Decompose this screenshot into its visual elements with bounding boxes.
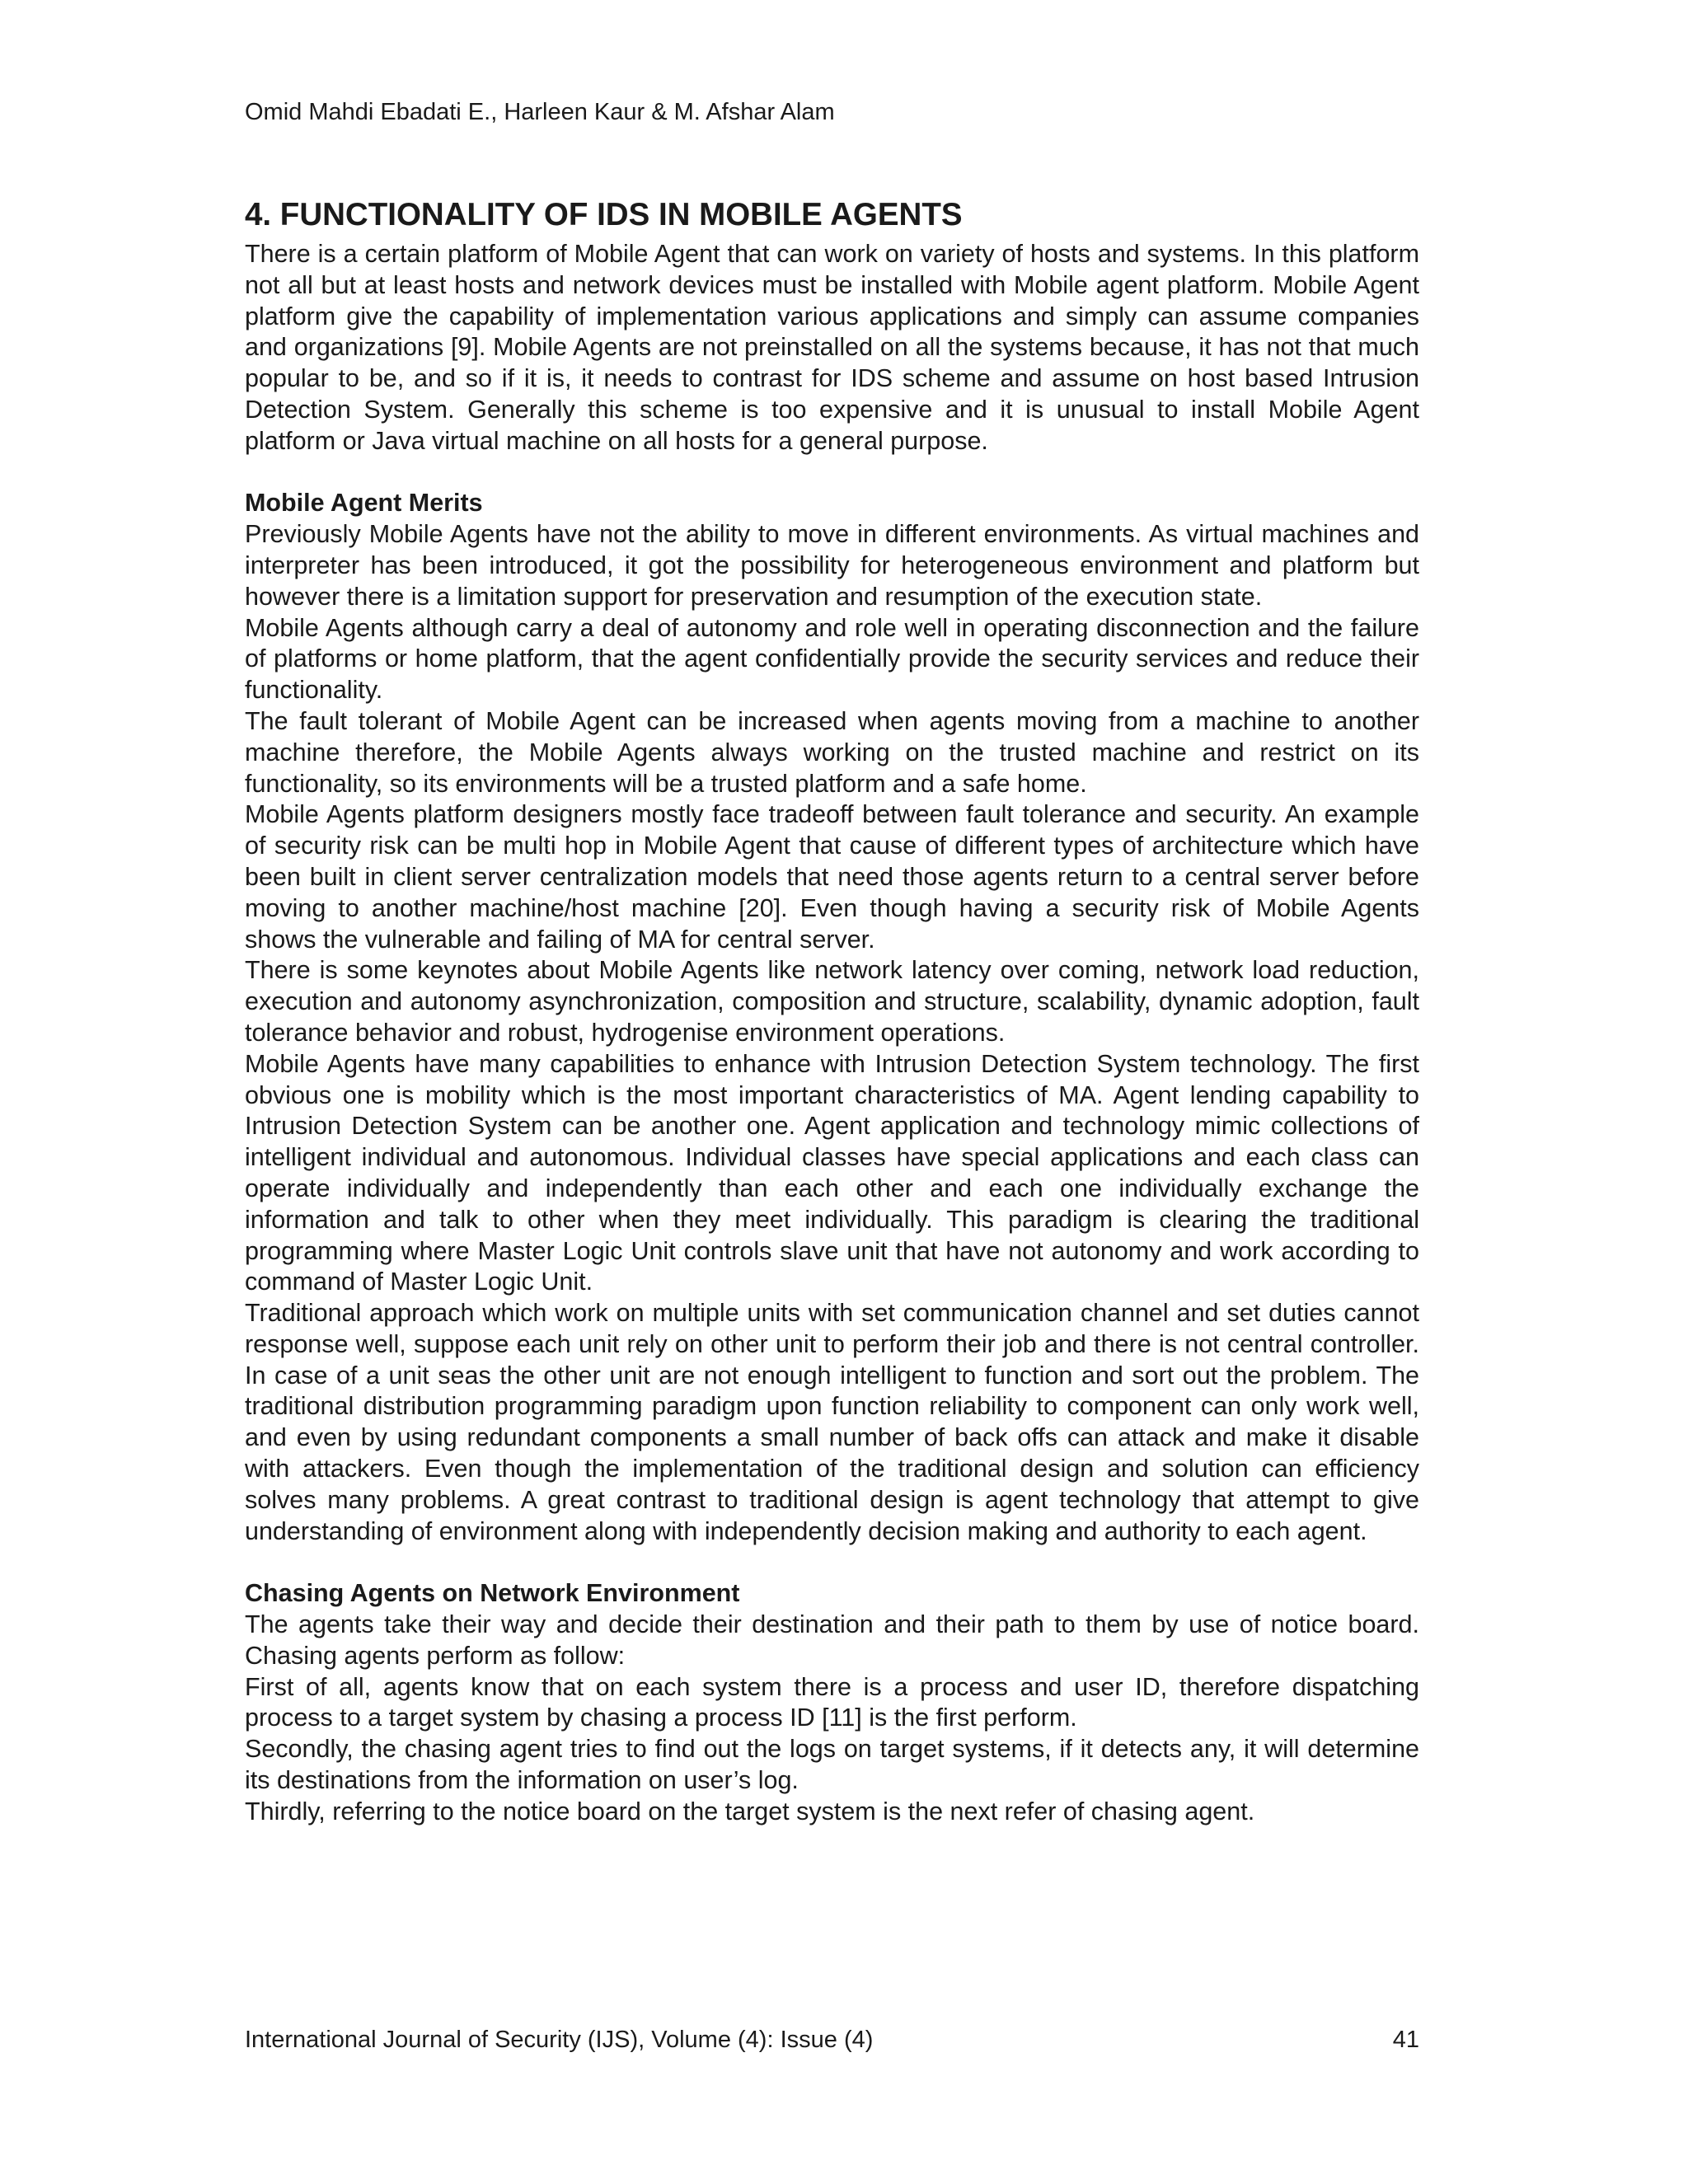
section-paragraph: There is a certain platform of Mobile Agent that can work on variety of hosts and systems. In this platform not all but at least hosts and network devices must be installed with Mobile agent platform. Mobile Agent platform give the capability of implementation various applications and simply can assume companies and organizations [9]. Mobile Agents are not preinstalled on all the systems because, it has not that much popular to be, and so if it is, it needs to contrast for IDS scheme and assume on host based Intrusion Detection System. Generally this scheme is too expensive and it is unusual to install Mobile Agent platform or Java virtual machine on all hosts for a general purpose. (245, 240, 1419, 455)
section-title: 4. FUNCTIONALITY OF IDS IN MOBILE AGENTS (245, 197, 963, 232)
spacer (245, 1547, 1419, 1578)
chasing-paragraph: Thirdly, referring to the notice board on the target system is the next refer of chasing agent. (245, 1797, 1255, 1825)
merits-paragraph: Previously Mobile Agents have not the ability to move in different environments. As virtual machines and interpreter has been introduced, it got the possibility for heterogeneous environment and platform but however there is a limitation support for preservation and resumption of the execution state. (245, 520, 1419, 611)
merits-paragraph: The fault tolerant of Mobile Agent can be increased when agents moving from a machine to another machine therefore, the Mobile Agents always working on the trusted machine and restrict on its functionality, so its environments will be a trusted platform and a safe home. (245, 706, 1419, 798)
chasing-paragraph: Secondly, the chasing agent tries to find out the logs on target systems, if it detects any, it will determine its destinations from the information on user’s log. (245, 1735, 1419, 1795)
merits-paragraph: Mobile Agents although carry a deal of autonomy and role well in operating disconnection and the failure of platforms or home platform, that the agent confidentially provide the security services and reduce their functionality. (245, 613, 1419, 705)
subsection-title-chasing: Chasing Agents on Network Environment (245, 1579, 740, 1608)
merits-paragraph: There is some keynotes about Mobile Agents like network latency over coming, network load reduction, execution and autonomy asynchronization, composition and structure, scalability, dynamic adoption, fault tolerance behavior and robust, hydrogenise environment operations. (245, 956, 1419, 1047)
paper-page (245, 0, 1419, 2184)
spacer (245, 457, 1419, 489)
merits-paragraph: Mobile Agents have many capabilities to enhance with Intrusion Detection System technology. The first obvious one is mobility which is the most important characteristics of MA. Agent lending capability to Intrusion Detection System can be another one. Agent application and technology mimic collections of intelligent individual and autonomous. Individual classes have special applications and each class can operate individually and independently than each other and each one individually exchange the information and talk to other when they meet individually. This paradigm is clearing the traditional programming where Master Logic Unit controls slave unit that have not autonomy and work according to command of Master Logic Unit. (245, 1049, 1419, 1296)
running-head-authors: Omid Mahdi Ebadati E., Harleen Kaur & M. Afshar Alam (245, 99, 835, 125)
chasing-paragraph: The agents take their way and decide their destination and their path to them by use of notice board. Chasing agents perform as follow: (245, 1610, 1419, 1670)
footer-journal: International Journal of Security (IJS), Volume (4): Issue (4) (245, 2027, 874, 2053)
main-content (245, 196, 1419, 1828)
merits-paragraph: Traditional approach which work on multiple units with set communication channel and set duties cannot response well, suppose each unit rely on other unit to perform their job and there is not central controller. In case of a unit seas the other unit are not enough intelligent to function and sort out the problem. The traditional distribution programming paradigm upon function reliability to component can only work well, and even by using redundant components a small number of back offs can attack and make it disable with attackers. Even though the implementation of the traditional design and solution can efficiency solves many problems. A great contrast to traditional design is agent technology that attempt to give understanding of environment along with independently decision making and authority to each agent. (245, 1299, 1419, 1545)
merits-paragraph: Mobile Agents platform designers mostly face tradeoff between fault tolerance and security. An example of security risk can be multi hop in Mobile Agent that cause of different types of architecture which have been built in client server centralization models that need those agents return to a central server before moving to another machine/host machine [20]. Even though having a security risk of Mobile Agents shows the vulnerable and failing of MA for central server. (245, 800, 1419, 954)
chasing-paragraph: First of all, agents know that on each system there is a process and user ID, therefore dispatching process to a target system by chasing a process ID [11] is the first perform. (245, 1672, 1419, 1732)
page-number: 41 (1392, 2027, 1419, 2053)
subsection-title-merits: Mobile Agent Merits (245, 489, 483, 518)
